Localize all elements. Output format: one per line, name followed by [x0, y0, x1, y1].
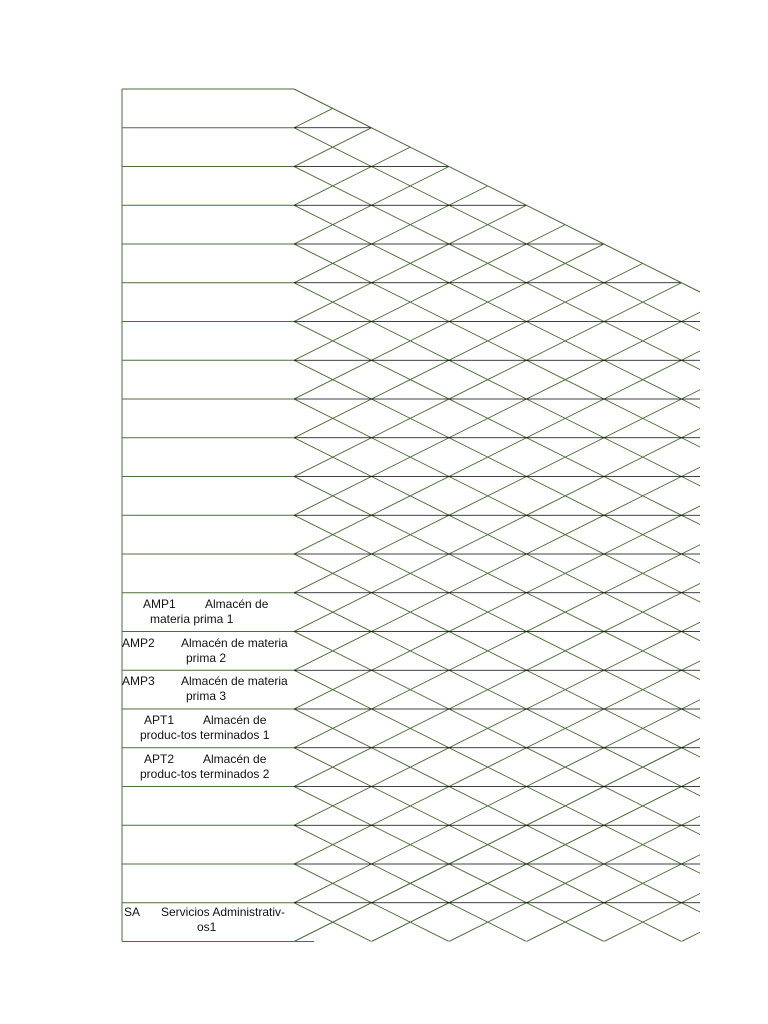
row-name-line2: prima 3	[186, 689, 227, 703]
row-name: Almacén de	[203, 713, 267, 727]
row-label	[122, 905, 294, 937]
row-name: Almacén de materia	[181, 636, 288, 650]
row-name-line2: os1	[197, 920, 217, 934]
row-name: Almacén de	[205, 597, 269, 611]
row-code: AMP3	[122, 674, 155, 688]
row-code: APT1	[144, 713, 175, 727]
row-label	[122, 636, 294, 668]
row-name-line2: produc-tos terminados 1	[140, 728, 270, 742]
row-label	[122, 713, 294, 745]
row-label	[122, 597, 294, 629]
row-name: Almacén de	[203, 752, 267, 766]
row-code: SA	[124, 905, 141, 919]
row-label	[122, 674, 294, 706]
row-name-line2: materia prima 1	[150, 612, 234, 626]
row-name-line2: produc-tos terminados 2	[140, 767, 270, 781]
row-label	[122, 752, 294, 784]
row-code: AMP1	[143, 597, 176, 611]
row-code: AMP2	[122, 636, 155, 650]
row-name-line2: prima 2	[186, 651, 227, 665]
row-name: Almacén de materia	[181, 674, 288, 688]
row-code: APT2	[144, 752, 175, 766]
row-name: Servicios Administrativ-	[161, 905, 286, 919]
